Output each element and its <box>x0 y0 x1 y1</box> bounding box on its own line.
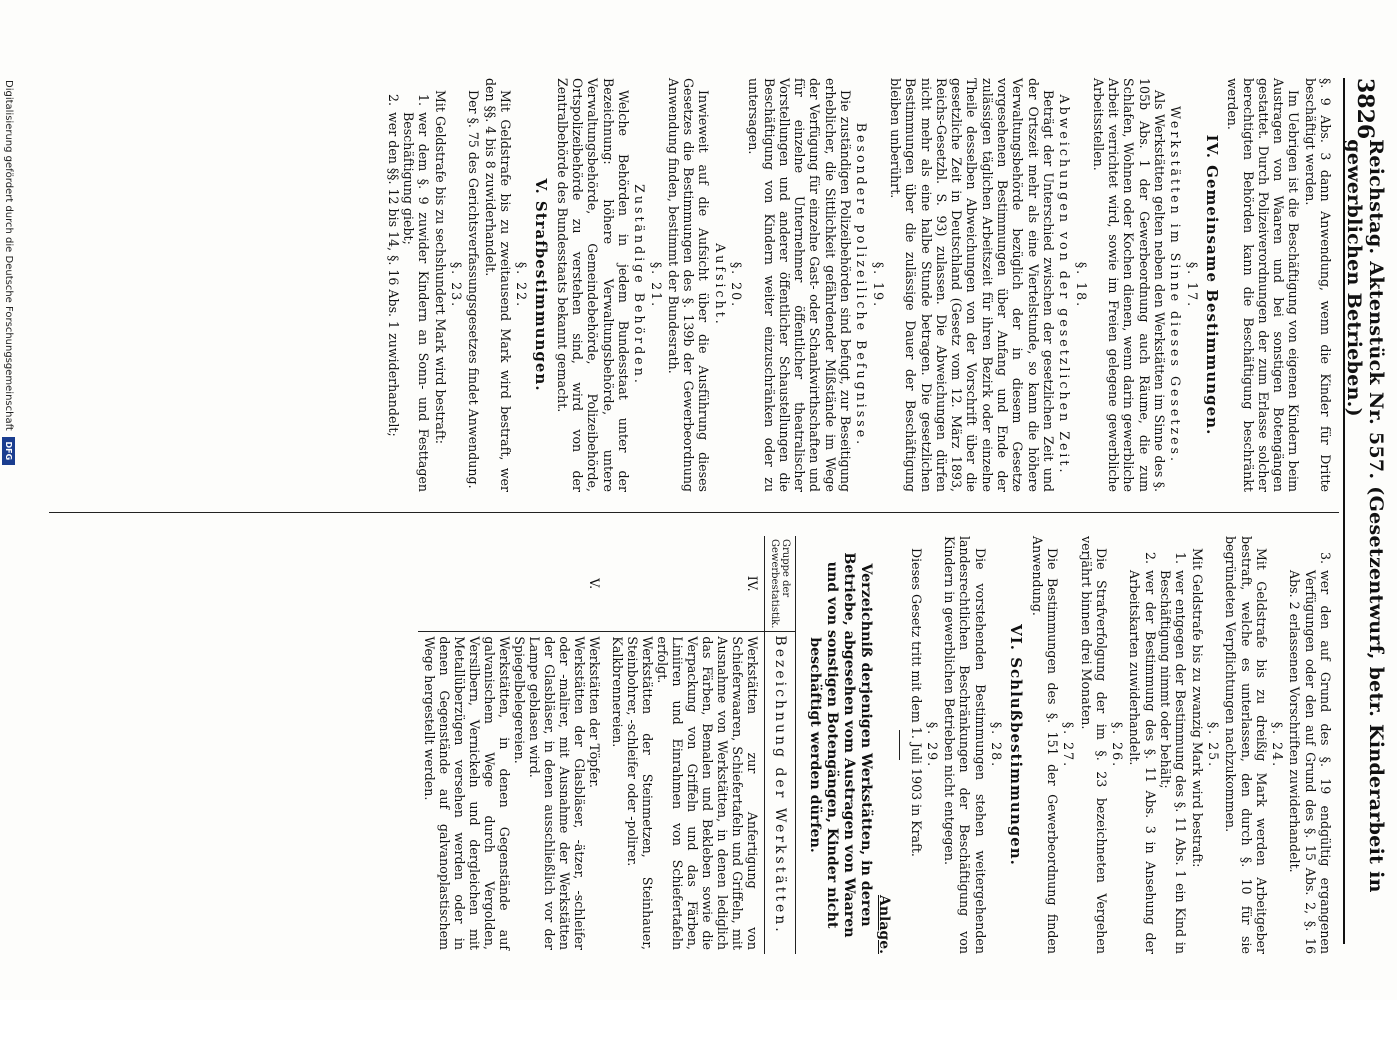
table-row <box>606 536 765 954</box>
description-line: Werkstätten zur Anfertigung von Schieferwaaren, Schiefertafeln und Griffeln, mit Ausnahme von Werkstätten, in denen lediglich das Färben, Bemalen und Bekleben sowie die Verpackung von Griffeln und das Färben, Liniiren und Einrahmen von Schiefertafeln erfolgt. <box>654 636 760 950</box>
paragraph-title: Zuständige Behörden. <box>632 184 648 386</box>
description-line: Kalkbrennereien. <box>609 636 625 748</box>
group-cell: IV. <box>606 536 765 632</box>
paragraph-number: §. 23. <box>448 261 464 309</box>
list-item <box>1127 536 1158 954</box>
list-text: wer entgegen der Bestimmung des §. 11 Abs. 1 ein Kind in Beschäftigung nimmt oder behält; <box>1158 570 1189 954</box>
paragraph: Im Uebrigen ist die Beschäftigung von eigenen Kindern beim Austragen von Waaren und bei sonstigen Botengängen gestattet. Durch Polizeiverordnungen der zum Erlasse solcher berechtigten Behörden kann die Beschäftigung beschränkt werden. <box>1225 78 1302 492</box>
column-divider <box>49 512 1339 513</box>
annex-table <box>418 536 796 954</box>
digitization-footer <box>2 80 16 1040</box>
annex-title: Verzeichniß derjenigen Werkstätten, in deren Betriebe, abgesehen vom Austragen von Waaren und von sonstigen Botengängen, Kinder nicht beschäftigt werden dürfen. <box>806 552 874 938</box>
digitization-note: Digitalisierung gefördert durch die Deutsche Forschungsgemeinschaft <box>3 80 15 431</box>
list-number: 3. <box>1318 551 1333 564</box>
paragraph: Der §. 75 des Gerichtsverfassungsgesetzes findet Anwendung. <box>466 90 482 489</box>
description-line: Werkstätten, in denen Gegenstände auf galvanischem Wege durch Vergolden, Versilbern, Vernickeln und dergleichen mit Metallüberzügen versehen werden oder in denen Gegenstände auf galvanoplastischem Wege hergestellt werden. <box>421 636 512 950</box>
list-text: wer den auf Grund des §. 19 endgültig ergangenen Verfügungen oder den auf Grund des §. 15 Abs. 2, §. 16 Abs. 2 erlassenen Vorschriften zuwiderhandelt. <box>1287 570 1333 954</box>
paragraph: Beträgt der Unterschied zwischen der gesetzlichen Zeit und der Ortszeit mehr als eine Viertelstunde, so kann die höhere Verwaltungsbehörde bezüglich der in diesem Gesetze vorgesehenen Bestimmungen über Anfang und Ende der zulässigen täglichen Arbeitszeit für ihren Bezirk oder einzelne Theile desselben Abweichungen von der Vorschrift über die gesetzliche Zeit in Deutschland (Gesetz vom 12. März 1893, Reichs-Gesetzbl. S. 93) zulassen. Die Abweichungen dürfen nicht mehr als eine halbe Stunde betragen. Die gesetzlichen Bestimmungen über die zulässige Dauer der Beschäftigung bleiben unberührt. <box>887 78 1056 492</box>
page-header <box>1343 78 1385 944</box>
section-heading-v: V. Strafbestimmungen. <box>532 178 551 392</box>
paragraph-number: §. 24. <box>1270 721 1286 769</box>
list-number: 2. <box>385 93 401 106</box>
paragraph-number: §. 22. <box>514 261 530 309</box>
paragraph: Die Bestimmungen des §. 151 der Gewerbeordnung finden Anwendung. <box>1029 536 1060 954</box>
paragraph-title: Werkstätten im Sinne dieses Gesetzes. <box>1168 105 1184 465</box>
column-header-description: Bezeichnung der Werkstätten. <box>764 632 795 954</box>
list-item <box>385 78 400 492</box>
paragraph-title: Aufsicht. <box>712 243 728 327</box>
list-number: 1. <box>1173 551 1189 564</box>
paragraph-number: §. 26. <box>1110 721 1126 769</box>
list-text: wer der Bestimmung des §. 11 Abs. 3 in Ansehung der Arbeitskarten zuwiderhandelt. <box>1127 570 1158 954</box>
paragraph: Mit Geldstrafe bis zu zwanzig Mark wird bestraft: <box>1189 548 1205 868</box>
description-line: Spiegelbelegereien. <box>511 636 527 764</box>
paragraph-number: §. 27. <box>1061 721 1077 769</box>
section-heading-vi: VI. Schlußbestimmungen. <box>1007 624 1026 866</box>
paragraph-number: §. 29. <box>924 721 940 769</box>
paragraph-number: §. 20. <box>729 261 745 309</box>
annex-label: Anlage. <box>876 894 893 954</box>
paragraph: Mit Geldstrafe bis zu dreißig Mark werden Arbeitgeber bestraft, welche es unterlassen, den durch §. 10 für sie begründeten Verpflichtungen nachzukommen. <box>1223 536 1269 954</box>
section-heading-iv: IV. Gemeinsame Bestimmungen. <box>1202 134 1221 436</box>
paragraph: Inwieweit auf die Aufsicht über die Ausführung dieses Gesetzes die Bestimmungen des §. 139b der Gewerbeordnung Anwendung finden, bestimmt der Bundesrath. <box>665 78 712 492</box>
paragraph-number: §. 18. <box>1073 261 1089 309</box>
paragraph: Als Werkstätten gelten neben den Werkstätten im Sinne des §. 105b Abs. 1 der Gewerbeordnung auch Räume, die zum Schlafen, Wohnen oder Kochen dienen, wenn darin gewerbliche Arbeit verrichtet wird, sowie im Freien gelegene gewerbliche Arbeitsstellen. <box>1090 78 1168 492</box>
paragraph-number: §. 19. <box>870 261 886 309</box>
list-text: wer dem §. 9 zuwider Kindern an Sonn- und Festtagen Beschäftigung giebt; <box>401 112 432 492</box>
paragraph: Mit Geldstrafe bis zu sechshundert Mark wird bestraft: <box>432 90 448 445</box>
paragraph: Welche Behörden in jedem Bundesstaat unter der Bezeichnung: höhere Verwaltungsbehörde, untere Verwaltungsbehörde, Gemeindebehörde, Polizeibehörde, Ortspolizeibehörde zu verstehen sind, wird von der Zentralbehörde des Bundesstaats bekannt gemacht. <box>554 78 631 492</box>
running-title: Reichstag. Aktenstück Nr. 557. (Gesetzentwurf, betr. Kinderarbeit in gewerblichen Betrieben.) <box>1343 139 1387 893</box>
table-header-row <box>764 536 795 954</box>
right-column <box>418 536 1333 954</box>
list-number: 2. <box>1142 551 1158 564</box>
column-header-group: Gruppe der Gewerbestatistik. <box>764 536 795 632</box>
paragraph: Mit Geldstrafe bis zu zweitausend Mark wird bestraft, wer den §§. 4 bis 8 zuwiderhandelt. <box>482 78 513 492</box>
list-item <box>1158 536 1189 954</box>
left-column <box>385 78 1333 492</box>
description-line: Werkstätten der Töpfer. <box>586 636 602 788</box>
closing-rule <box>899 730 900 760</box>
page-number: 3826 <box>1352 78 1378 140</box>
paragraph-number: §. 25. <box>1205 721 1221 769</box>
list-item <box>1287 536 1333 954</box>
paragraph: Die vorstehenden Bestimmungen stehen weitergehenden landesrechtlichen Beschränkungen der Beschäftigung von Kindern in gewerblichen Betrieben nicht entgegen. <box>942 536 988 954</box>
description-line: Werkstätten der Steinmetzen, Steinhauer, Steinbohrer, -schleifer oder -polirer. <box>624 636 655 950</box>
paragraph-title: Abweichungen von der gesetzlichen Zeit. <box>1057 94 1073 476</box>
paragraph-number: §. 21. <box>648 261 664 309</box>
list-text: wer den §§. 12 bis 14, §. 16 Abs. 1 zuwiderhandelt; <box>385 112 401 437</box>
paragraph: Dieses Gesetz tritt mit dem 1. Juli 1903 in Kraft. <box>908 548 924 857</box>
paragraph-title: Besondere polizeiliche Befugnisse. <box>854 122 870 448</box>
description-cell <box>606 632 765 954</box>
description-cell <box>418 632 606 954</box>
description-line: Werkstätten der Glasbläser, -ätzer, -schleifer oder -malirer, mit Ausnahme der Werkstätten der Glasbläser, in denen ausschließlich vor der Lampe geblasen wird. <box>526 636 587 950</box>
list-item <box>401 78 432 492</box>
group-cell: V. <box>418 536 606 632</box>
list-number: 1. <box>416 93 432 106</box>
paragraph-number: §. 28. <box>989 721 1005 769</box>
paragraph-number: §. 17. <box>1184 261 1200 309</box>
dfg-logo-icon: DFG <box>3 437 16 465</box>
paragraph: Die Strafverfolgung der im §. 23 bezeichneten Vergehen verjährt binnen drei Monaten. <box>1078 536 1109 954</box>
paragraph: §. 9 Abs. 3 dann Anwendung, wenn die Kinder für Dritte beschäftigt werden. <box>1302 78 1333 492</box>
paragraph: Die zuständigen Polizeibehörden sind befugt, zur Beseitigung erheblicher, die Sittlichkeit gefährdender Mißstände im Wege der Verfügung für einzelne Gast- oder Schankwirthschaften und für einzelne Unternehmer öffentlicher theatralischer Vorstellungen und anderer öffentlicher Schaustellungen die Beschäftigung von Kindern weiter einzuschränken oder zu untersagen. <box>746 78 854 492</box>
table-row <box>418 536 606 954</box>
